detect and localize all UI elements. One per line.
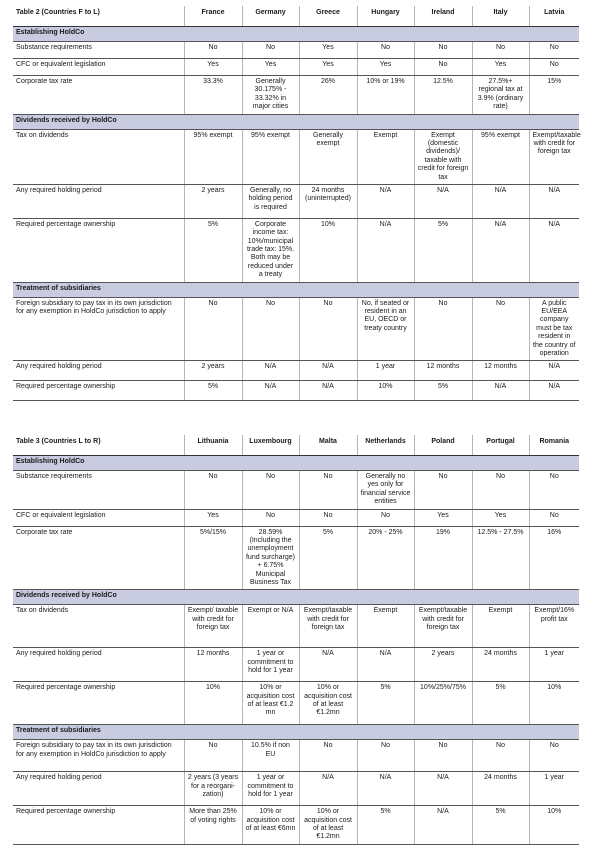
row-label: Foreign subsidiary to pay tax in its own jurisdiction for any exemption in HoldCo jurisdiction to apply xyxy=(13,297,184,361)
table-row xyxy=(13,509,579,526)
table-row xyxy=(13,218,579,282)
table-cell: No xyxy=(414,297,472,361)
table-cell: Exempt/16% profit tax xyxy=(529,605,579,648)
section-header-row xyxy=(13,456,579,471)
table-cell: N/A xyxy=(472,184,529,218)
table-cell: Yes xyxy=(472,59,529,76)
section-header-row xyxy=(13,725,579,740)
table-cell: Yes xyxy=(414,509,472,526)
table-cell: 1 year or commitment to hold for 1 year xyxy=(242,648,299,682)
table-cell: Exempt/taxable with credit for foreign tax xyxy=(529,129,579,184)
table-cell: Exempt xyxy=(357,129,414,184)
column-header-latvia: Latvia xyxy=(529,6,579,27)
table-cell: 16% xyxy=(529,526,579,590)
table-cell: No xyxy=(242,509,299,526)
table-cell: 1 year xyxy=(357,361,414,381)
table-cell: 5% xyxy=(472,682,529,725)
table-cell: 12 months xyxy=(414,361,472,381)
table-cell: No xyxy=(184,42,242,59)
table-cell: N/A xyxy=(357,184,414,218)
table-cell: 24 months xyxy=(472,772,529,806)
table-cell: N/A xyxy=(529,184,579,218)
table-cell: 20% - 25% xyxy=(357,526,414,590)
table-cell: No xyxy=(529,509,579,526)
table-cell: 19% xyxy=(414,526,472,590)
table-row xyxy=(13,297,579,361)
table-cell: A public EU/EEA company must be tax resident in the country of operation xyxy=(529,297,579,361)
table-row xyxy=(13,526,579,590)
section-header-row xyxy=(13,282,579,297)
table-cell: 5% xyxy=(414,218,472,282)
table-row xyxy=(13,76,579,115)
table-cell: 5% xyxy=(357,682,414,725)
section-header-row xyxy=(13,590,579,605)
table-cell: N/A xyxy=(414,806,472,845)
table-cell: Yes xyxy=(357,59,414,76)
table-cell: No xyxy=(529,740,579,772)
table-cell: 28.59% (Including the unemployment fund surcharge) + 6.75% Municipal Business Tax xyxy=(242,526,299,590)
table-cell: 10.5% if non EU xyxy=(242,740,299,772)
column-header-lithuania: Lithuania xyxy=(184,435,242,456)
table-cell: 95% exempt xyxy=(472,129,529,184)
row-label: Required percentage ownership xyxy=(13,218,184,282)
table-cell: N/A xyxy=(414,184,472,218)
table-cell: 2 years xyxy=(184,361,242,381)
table-cell: N/A xyxy=(357,218,414,282)
table-row xyxy=(13,184,579,218)
table-cell: 10% xyxy=(184,682,242,725)
table-3 xyxy=(13,435,579,845)
table-cell: 10% xyxy=(357,381,414,401)
table-header-row xyxy=(13,435,579,456)
table-row xyxy=(13,471,579,510)
table-cell: Exempt or N/A xyxy=(242,605,299,648)
table-cell: 5% xyxy=(184,218,242,282)
column-header-hungary: Hungary xyxy=(357,6,414,27)
table-cell: N/A xyxy=(357,648,414,682)
table-row xyxy=(13,740,579,772)
section-header-row xyxy=(13,27,579,42)
section-title: Treatment of subsidiaries xyxy=(13,282,579,297)
table-cell: Exempt xyxy=(357,605,414,648)
table-cell: Generally exempt xyxy=(299,129,357,184)
table-cell: Yes xyxy=(184,59,242,76)
table-cell: N/A xyxy=(472,218,529,282)
table-header-row xyxy=(13,6,579,27)
table-cell: Generally 30.175% - 33.32% in major cities xyxy=(242,76,299,115)
column-header-greece: Greece xyxy=(299,6,357,27)
table-cell: No xyxy=(299,297,357,361)
table-cell: No xyxy=(472,297,529,361)
table-cell: 12.5% - 27.5% xyxy=(472,526,529,590)
table-cell: N/A xyxy=(529,381,579,401)
column-header-italy: Italy xyxy=(472,6,529,27)
table-cell: Yes xyxy=(472,509,529,526)
table-cell: 5% xyxy=(414,381,472,401)
row-label: Foreign subsidiary to pay tax in its own jurisdiction for any exemption in HoldCo jurisdiction to apply xyxy=(13,740,184,772)
table-cell: Exempt (domestic dividends)/ taxable with credit for foreign tax xyxy=(414,129,472,184)
table-cell: Generally, no holding period is required xyxy=(242,184,299,218)
table-cell: Generally no yes only for financial service entities xyxy=(357,471,414,510)
table-cell: No xyxy=(472,42,529,59)
section-header-row xyxy=(13,114,579,129)
table-cell: Yes xyxy=(184,509,242,526)
table-cell: 1 year xyxy=(529,772,579,806)
table-row xyxy=(13,682,579,725)
section-title: Establishing HoldCo xyxy=(13,27,579,42)
table-cell: No xyxy=(184,740,242,772)
table-cell: N/A xyxy=(299,381,357,401)
table-cell: 10% or acquisition cost of at least €1.2mn xyxy=(299,682,357,725)
column-header-poland: Poland xyxy=(414,435,472,456)
table-cell: No xyxy=(184,297,242,361)
row-label: Corporate tax rate xyxy=(13,76,184,115)
column-header-portugal: Portugal xyxy=(472,435,529,456)
section-title: Treatment of subsidiaries xyxy=(13,725,579,740)
table-cell: N/A xyxy=(529,218,579,282)
table-cell: 5% xyxy=(472,806,529,845)
table-cell: 10% or acquisition cost of at least €1.2 mn xyxy=(242,682,299,725)
table-cell: No xyxy=(472,471,529,510)
table-cell: 24 months (uninterrupted) xyxy=(299,184,357,218)
table-cell: 5%/15% xyxy=(184,526,242,590)
column-header-netherlands: Netherlands xyxy=(357,435,414,456)
table-cell: No xyxy=(184,471,242,510)
table-cell: 5% xyxy=(184,381,242,401)
row-label: Required percentage ownership xyxy=(13,381,184,401)
table-cell: No xyxy=(414,42,472,59)
table-cell: No, if seated or resident in an EU, OECD or treaty country xyxy=(357,297,414,361)
row-label: Any required holding period xyxy=(13,361,184,381)
table-cell: 5% xyxy=(357,806,414,845)
table-cell: No xyxy=(357,509,414,526)
column-header-ireland: Ireland xyxy=(414,6,472,27)
table-cell: No xyxy=(242,471,299,510)
table-cell: 27.5%+ regional tax at 3.9% (ordinary rate) xyxy=(472,76,529,115)
table-cell: 10%/25%/75% xyxy=(414,682,472,725)
section-title: Establishing HoldCo xyxy=(13,456,579,471)
table-cell: Exempt/taxable with credit for foreign tax xyxy=(299,605,357,648)
table-cell: No xyxy=(472,740,529,772)
table-cell: N/A xyxy=(529,361,579,381)
table-cell: 15% xyxy=(529,76,579,115)
table-cell: 1 year xyxy=(529,648,579,682)
table-cell: N/A xyxy=(472,381,529,401)
table-cell: No xyxy=(414,59,472,76)
table-cell: 10% or acquisition cost of at least €1.2mn xyxy=(299,806,357,845)
column-header-france: France xyxy=(184,6,242,27)
table-cell: No xyxy=(299,471,357,510)
row-label: Substance requirements xyxy=(13,42,184,59)
table-cell: 33.3% xyxy=(184,76,242,115)
table-row xyxy=(13,361,579,381)
table-cell: N/A xyxy=(357,772,414,806)
row-label: Any required holding period xyxy=(13,184,184,218)
table-row xyxy=(13,605,579,648)
table-cell: Yes xyxy=(299,59,357,76)
row-label: Any required holding period xyxy=(13,648,184,682)
row-label: Substance requirements xyxy=(13,471,184,510)
table-row xyxy=(13,42,579,59)
row-label: Required percentage ownership xyxy=(13,806,184,845)
row-label: Corporate tax rate xyxy=(13,526,184,590)
table-cell: Yes xyxy=(299,42,357,59)
table-cell: No xyxy=(529,471,579,510)
table-cell: N/A xyxy=(414,772,472,806)
table-cell: No xyxy=(299,509,357,526)
table-row xyxy=(13,648,579,682)
table-row xyxy=(13,129,579,184)
table-cell: 1 year or commitment to hold for 1 year xyxy=(242,772,299,806)
table-cell: 12 months xyxy=(184,648,242,682)
table-row xyxy=(13,59,579,76)
table-cell: 10% xyxy=(529,806,579,845)
section-title: Dividends received by HoldCo xyxy=(13,590,579,605)
column-header-malta: Malta xyxy=(299,435,357,456)
table-cell: No xyxy=(529,59,579,76)
column-header-romania: Romania xyxy=(529,435,579,456)
table-cell: 10% or acquisition cost of at least €6mn xyxy=(242,806,299,845)
table-cell: N/A xyxy=(299,361,357,381)
table-cell: N/A xyxy=(299,648,357,682)
table-cell: 95% exempt xyxy=(242,129,299,184)
table-cell: No xyxy=(242,42,299,59)
table-cell: Corporate income tax: 10%/municipal trade tax: 15%. Both may be reduced under a treaty xyxy=(242,218,299,282)
row-label: Tax on dividends xyxy=(13,605,184,648)
table-cell: Exempt/ taxable with credit for foreign tax xyxy=(184,605,242,648)
section-title: Dividends received by HoldCo xyxy=(13,114,579,129)
table-row xyxy=(13,772,579,806)
table-cell: 2 years xyxy=(184,184,242,218)
table-cell: No xyxy=(299,740,357,772)
table-cell: 10% xyxy=(529,682,579,725)
table-cell: No xyxy=(357,42,414,59)
table-cell: 12.5% xyxy=(414,76,472,115)
table-cell: Yes xyxy=(242,59,299,76)
table-title: Table 2 (Countries F to L) xyxy=(13,6,184,27)
column-header-germany: Germany xyxy=(242,6,299,27)
table-cell: 95% exempt xyxy=(184,129,242,184)
row-label: Tax on dividends xyxy=(13,129,184,184)
table-cell: More than 25% of voting rights xyxy=(184,806,242,845)
table-cell: 2 years xyxy=(414,648,472,682)
row-label: CFC or equivalent legislation xyxy=(13,509,184,526)
table-row xyxy=(13,806,579,845)
table-cell: 26% xyxy=(299,76,357,115)
table-cell: N/A xyxy=(242,361,299,381)
table-cell: Exempt xyxy=(472,605,529,648)
table-cell: Exempt/taxable with credit for foreign tax xyxy=(414,605,472,648)
table-cell: 24 months xyxy=(472,648,529,682)
table-cell: 12 months xyxy=(472,361,529,381)
row-label: CFC or equivalent legislation xyxy=(13,59,184,76)
table-cell: No xyxy=(357,740,414,772)
row-label: Required percentage ownership xyxy=(13,682,184,725)
table-cell: 2 years (3 years for a reorgani- zation) xyxy=(184,772,242,806)
table-cell: No xyxy=(414,740,472,772)
row-label: Any required holding period xyxy=(13,772,184,806)
table-cell: N/A xyxy=(242,381,299,401)
table-cell: 5% xyxy=(299,526,357,590)
table-2 xyxy=(13,6,579,401)
table-cell: No xyxy=(242,297,299,361)
table-row xyxy=(13,381,579,401)
table-cell: 10% xyxy=(299,218,357,282)
table-cell: No xyxy=(414,471,472,510)
table-title: Table 3 (Countries L to R) xyxy=(13,435,184,456)
table-cell: N/A xyxy=(299,772,357,806)
table-cell: 10% or 19% xyxy=(357,76,414,115)
table-cell: No xyxy=(529,42,579,59)
column-header-luxembourg: Luxembourg xyxy=(242,435,299,456)
